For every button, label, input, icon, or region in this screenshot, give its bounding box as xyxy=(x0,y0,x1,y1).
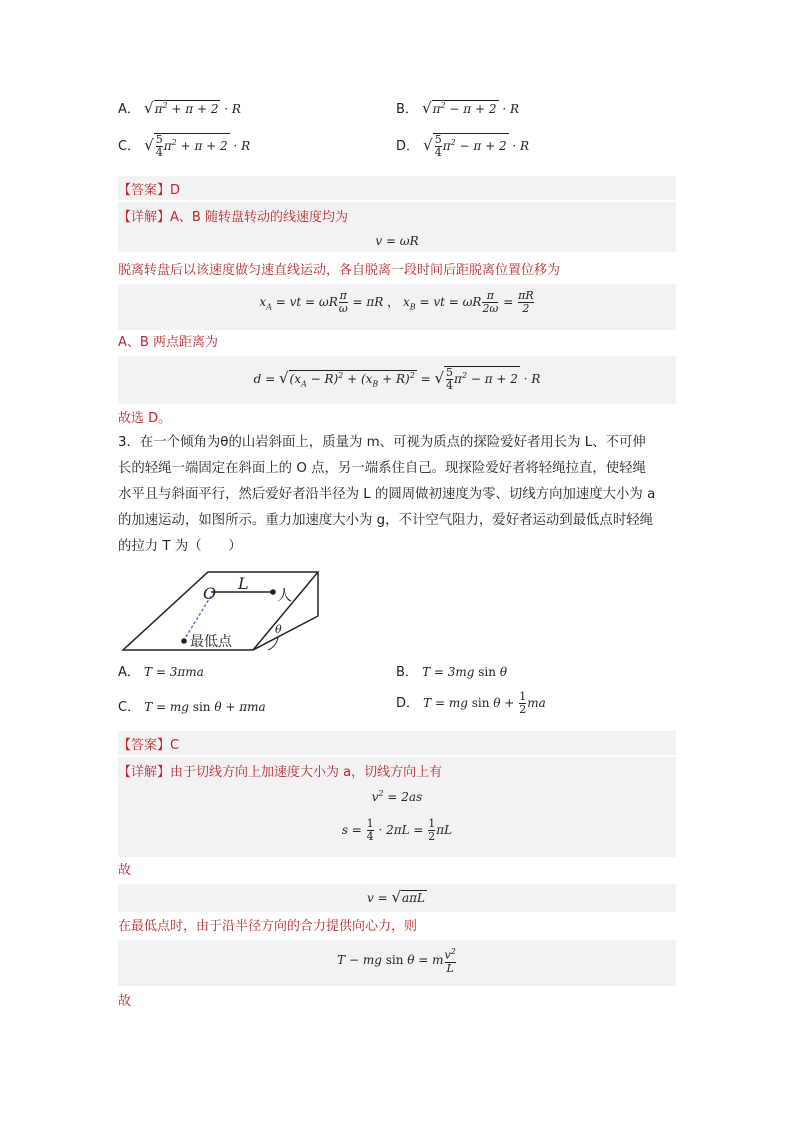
label-L: L xyxy=(238,574,249,593)
q2-conclusion: 故选 D。 xyxy=(118,411,172,426)
q3-stem xyxy=(118,430,688,560)
q3-stem-line: 的拉力 T 为（ ） xyxy=(118,539,242,554)
option-expression: √ $\frac{5}{4}$ $\pi^2 + \pi + 2 \cdot R$ xyxy=(144,133,251,159)
q3-gu2: 故 xyxy=(118,994,132,1009)
q2-answer xyxy=(118,179,180,198)
label-lowest-point: 最低点 xyxy=(190,634,232,650)
q3-option-d[interactable] xyxy=(396,691,546,716)
q3-eq3: v = √aπL xyxy=(366,888,426,906)
q3-stem-line: 水平且与斜面平行，然后爱好者沿半径为 L 的圆周做初速度为零、切线方向加速度大小为 a xyxy=(118,487,656,502)
q2-eq2: $x_A$ = vt = ωR $\frac{\pi}{\omega}$ = πR ， $x_B$ = vt = ωR $\frac{\pi}{2\omega}$ = $\frac{\pi R}{2}$ xyxy=(259,289,534,315)
q2-detail-line2: 脱离转盘后以该速度做匀速直线运动，各自脱离一段时间后距脱离位置位移为 xyxy=(118,263,561,278)
option-label: B． xyxy=(396,665,418,680)
q2-option-b[interactable] xyxy=(396,98,519,117)
option-expression: $√\pi^2 - \pi + 2 \cdot R$ xyxy=(422,99,519,117)
q3-option-a[interactable] xyxy=(118,661,204,680)
detail-text: A、B 随转盘转动的线速度均为 xyxy=(170,210,348,225)
q2-option-c[interactable] xyxy=(118,133,250,159)
lowest-point-dot xyxy=(181,638,187,644)
q3-detail-line2: 在最低点时，由于沿半径方向的合力提供向心力，则 xyxy=(118,919,418,934)
q3-answer xyxy=(118,734,179,753)
option-label: C． xyxy=(118,700,141,715)
option-expression: T = 3mg sin θ xyxy=(422,665,508,679)
q3-eq1: $v^2 = 2as$ xyxy=(371,789,423,804)
answer-value: C xyxy=(170,738,180,753)
answer-tag: 【答案】 xyxy=(118,183,171,198)
q2-option-d[interactable] xyxy=(396,133,529,159)
option-label: D． xyxy=(396,139,420,154)
q2-detail-line1 xyxy=(118,206,348,225)
incline-figure xyxy=(118,566,328,658)
q3-gu1: 故 xyxy=(118,863,132,878)
option-expression: $√\pi^2 + \pi + 2 \cdot R$ xyxy=(144,99,241,117)
q3-detail-line1 xyxy=(118,761,442,780)
q3-answer-box xyxy=(118,731,676,755)
q3-option-b[interactable] xyxy=(396,661,507,680)
q2-detail-line3: A、B 两点距离为 xyxy=(118,335,218,350)
q3-stem-line: 长的轻绳一端固定在斜面上的 O 点，另一端系住自己。现探险爱好者将轻绳拉直，使轻绳 xyxy=(118,461,646,476)
option-label: A． xyxy=(118,665,140,680)
option-label: C． xyxy=(118,139,141,154)
q2-eq3: $d = √(x_A - R)^2 + (x_B + R)^2$ = √ $\frac{5}{4}$ $\pi^2 - \pi + 2 \cdot R$ xyxy=(253,366,541,392)
q3-stem-line: 3．在一个倾角为θ的山岩斜面上，质量为 m、可视为质点的探险爱好者用长为 L、不可伸 xyxy=(118,435,646,450)
label-O: O xyxy=(203,584,217,603)
option-expression: √ $\frac{5}{4}$ $\pi^2 - \pi + 2 \cdot R$ xyxy=(423,133,530,159)
option-expression: T = 3πma xyxy=(144,665,204,679)
label-theta: θ xyxy=(275,623,282,636)
q3-option-c[interactable] xyxy=(118,696,266,715)
option-expression: T = mg sin θ + πma xyxy=(144,700,266,714)
option-label: B． xyxy=(396,102,418,117)
person-dot xyxy=(270,589,276,595)
q2-answer-box xyxy=(118,176,676,200)
option-label: A． xyxy=(118,102,140,117)
label-person: 人 xyxy=(277,586,293,604)
q3-stem-line: 的加速运动，如图所示。重力加速度大小为 g，不计空气阻力，爱好者运动到最低点时轻绳 xyxy=(118,513,653,528)
q3-eq4: T − mg sin θ = m $\frac{v^2}{L}$ xyxy=(337,947,456,975)
answer-value: D xyxy=(170,183,181,198)
answer-tag: 【答案】 xyxy=(118,738,171,753)
incline-base-edge xyxy=(253,616,318,650)
detail-tag: 【详解】 xyxy=(118,765,171,780)
option-label: D． xyxy=(396,696,420,711)
detail-tag: 【详解】 xyxy=(118,210,171,225)
detail-text: 由于切线方向上加速度大小为 a，切线方向上有 xyxy=(170,765,443,780)
option-expression: T = mg sin θ + $\frac{1}{2}$ ma xyxy=(423,690,546,716)
q3-eq2: s = $\frac{1}{4}$ · 2πL = $\frac{1}{2}$ πL xyxy=(341,817,453,843)
q2-eq1: v = ωR xyxy=(375,234,419,248)
q3-number: 3． xyxy=(118,435,140,450)
q2-option-a[interactable] xyxy=(118,98,241,117)
